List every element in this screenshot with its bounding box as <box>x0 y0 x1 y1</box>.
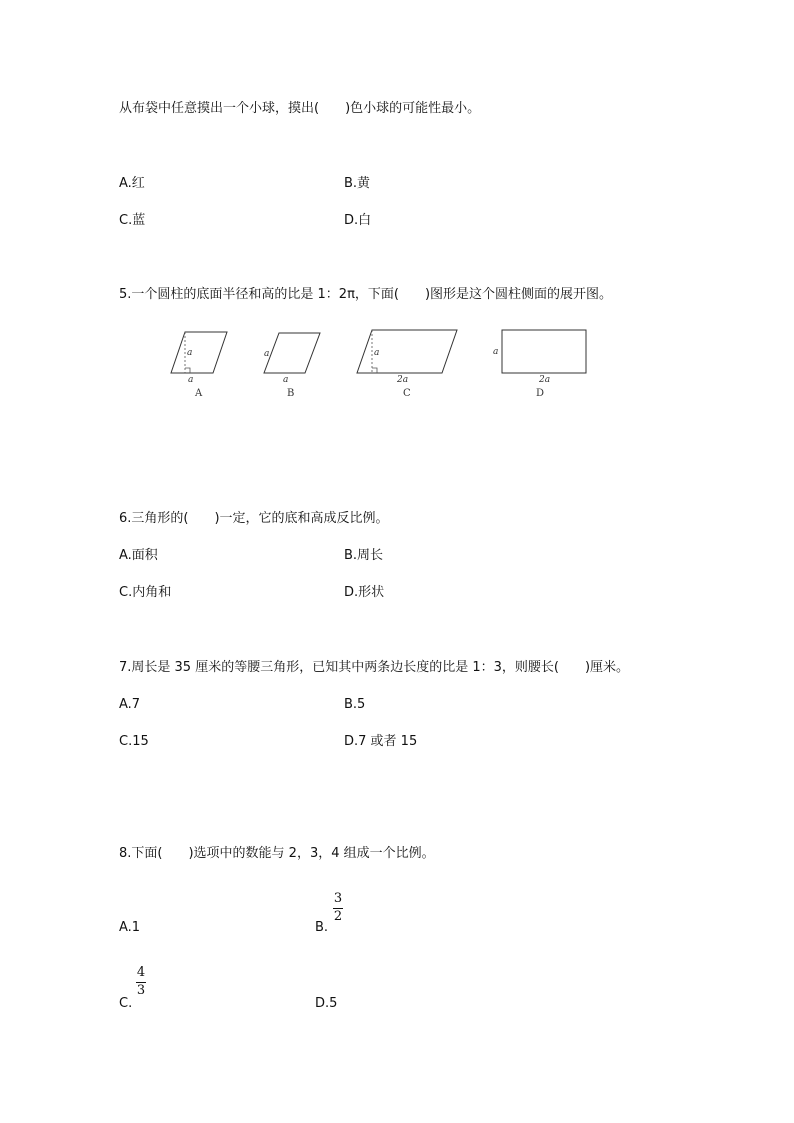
figure-b-base-label: a <box>283 375 289 385</box>
q7-option-b[interactable]: B.5 <box>344 697 366 712</box>
figure-d-base-label: 2a <box>539 375 551 385</box>
q8-option-a[interactable]: A.1 <box>119 920 141 935</box>
q6-option-c[interactable]: C.内角和 <box>119 585 172 600</box>
q6-option-a[interactable]: A.面积 <box>119 548 158 563</box>
q6-option-b[interactable]: B.周长 <box>344 548 384 563</box>
q8-option-d[interactable]: D.5 <box>315 996 338 1011</box>
figure-d-label: D <box>536 388 545 399</box>
fraction-denominator: 3 <box>136 983 146 998</box>
figure-b-label: B <box>287 388 295 399</box>
figure-a[interactable] <box>171 332 227 399</box>
q4-stem: 从布袋中任意摸出一个小球，摸出( )色小球的可能性最小。 <box>119 101 481 116</box>
figure-b-side-label: a <box>264 349 270 359</box>
q5-stem: 5.一个圆柱的底面半径和高的比是 1：2π，下面( )图形是这个圆柱侧面的展开图。 <box>119 287 613 302</box>
figure-c-base-label: 2a <box>397 375 409 385</box>
q4-option-c[interactable]: C.蓝 <box>119 213 146 228</box>
figure-c-height-label: a <box>374 348 380 358</box>
q8-option-b[interactable]: B. <box>315 920 329 935</box>
fraction-numerator: 4 <box>136 965 146 980</box>
q7-option-a[interactable]: A.7 <box>119 697 141 712</box>
q4-option-b[interactable]: B.黄 <box>344 176 371 191</box>
figure-a-label: A <box>195 388 203 399</box>
fraction-denominator: 2 <box>333 909 343 924</box>
q7-option-c[interactable]: C.15 <box>119 734 149 749</box>
fraction-numerator: 3 <box>333 891 343 906</box>
figure-a-height-label: a <box>187 348 193 358</box>
figure-b[interactable] <box>264 333 320 399</box>
figure-c[interactable] <box>357 330 457 399</box>
figure-d-side-label: a <box>493 347 499 357</box>
q8-option-c[interactable]: C. <box>119 996 133 1011</box>
q4-option-d[interactable]: D.白 <box>344 213 372 228</box>
q8-stem: 8.下面( )选项中的数能与 2，3，4 组成一个比例。 <box>119 846 435 861</box>
q8-option-c-fraction <box>136 966 146 998</box>
figure-c-label: C <box>403 388 411 399</box>
q5-figures <box>165 325 625 405</box>
figure-a-base-label: a <box>188 375 194 385</box>
q7-option-d[interactable]: D.7 或者 15 <box>344 734 418 749</box>
figure-d[interactable] <box>493 330 586 399</box>
q6-option-d[interactable]: D.形状 <box>344 585 385 600</box>
q4-option-a[interactable]: A.红 <box>119 176 145 191</box>
q8-option-b-fraction <box>333 892 343 924</box>
q7-stem: 7.周长是 35 厘米的等腰三角形，已知其中两条边长度的比是 1：3，则腰长( )厘米。 <box>119 660 630 675</box>
q6-stem: 6.三角形的( )一定，它的底和高成反比例。 <box>119 511 389 526</box>
